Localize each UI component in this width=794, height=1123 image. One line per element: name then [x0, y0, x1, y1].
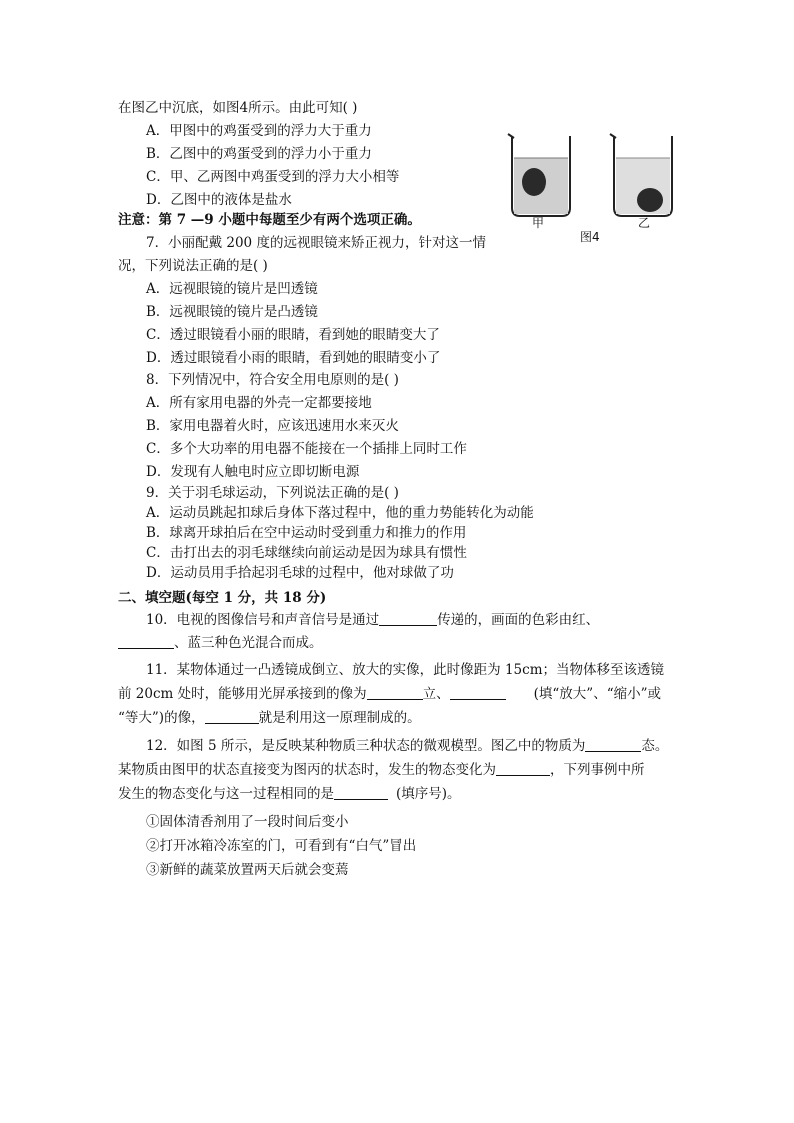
q12-line1 [146, 736, 668, 756]
q8-option-d: D．发现有人触电时应立即切断电源 [146, 464, 360, 480]
q11-text-3: (填“放大”、“缩小”或 [533, 686, 661, 702]
q7-stem-line1: 7．小丽配戴 200 度的远视眼镜来矫正视力，针对这一情 [146, 235, 486, 251]
egg-sunk [637, 188, 663, 212]
q6-option-d: D．乙图中的液体是盐水 [146, 192, 292, 208]
beaker-jia [508, 134, 570, 216]
q9-option-a: A．运动员跳起扣球后身体下落过程中，他的重力势能转化为动能 [146, 505, 534, 521]
egg-floating [522, 168, 546, 196]
q12-text-4: ，下列事例中所 [550, 762, 645, 778]
q10-text-1: 10．电视的图像信号和声音信号是通过 [146, 612, 380, 628]
q12-blank-2[interactable] [496, 761, 550, 776]
q10-text-2: 传递的，画面的色彩由红、 [437, 612, 600, 628]
q7-option-a: A．远视眼镜的镜片是凹透镜 [146, 281, 318, 297]
q10-blank-1[interactable] [379, 611, 437, 626]
q10-line2 [118, 633, 323, 653]
q11-line1: 11．某物体通过一凸透镜成倒立、放大的实像，此时像距为 15cm；当物体移至该透镜 [146, 662, 665, 678]
q11-line3 [118, 708, 421, 728]
q12-text-1: 12．如图 5 所示，是反映某种物质三种状态的微观模型。图乙中的物质为 [146, 738, 586, 754]
beaker-yi [610, 134, 672, 216]
q9-option-b: B．球离开球拍后在空中运动时受到重力和推力的作用 [146, 525, 467, 541]
q10-blank-2[interactable] [118, 634, 174, 649]
q12-line2 [118, 760, 645, 780]
q12-item-3: ③新鲜的蔬菜放置两天后就会变蔫 [146, 862, 349, 878]
q12-text-5: 发生的物态变化与这一过程相同的是 [118, 786, 334, 802]
section-2-title: 二、填空题(每空 1 分，共 18 分) [118, 590, 327, 606]
q11-text-5: 就是利用这一原理制成的。 [258, 710, 421, 726]
q12-text-2: 态。 [641, 738, 669, 754]
q11-text-2: 立、 [422, 686, 450, 702]
q12-item-2: ②打开冰箱冷冻室的门，可看到有“白气”冒出 [146, 838, 417, 854]
q7-stem-line2: 况，下列说法正确的是( ) [118, 258, 268, 274]
q12-text-3: 某物质由图甲的状态直接变为图丙的状态时，发生的物态变化为 [118, 762, 496, 778]
q11-text-1: 前 20cm 处时，能够用光屏承接到的像为 [118, 686, 367, 702]
q9-option-c: C．击打出去的羽毛球继续向前运动是因为球具有惯性 [146, 545, 467, 561]
q10-text-3: 、蓝三种色光混合而成。 [174, 635, 323, 651]
q8-stem: 8．下列情况中，符合安全用电原则的是( ) [146, 372, 399, 388]
multi-answer-note: 注意：第 7 —9 小题中每题至少有两个选项正确。 [118, 212, 421, 228]
q12-line3 [118, 784, 461, 804]
q7-option-b: B．远视眼镜的镜片是凸透镜 [146, 304, 318, 320]
figure-label-jia: 甲 [532, 216, 545, 230]
q11-blank-2[interactable] [450, 685, 506, 700]
q6-option-a: A．甲图中的鸡蛋受到的浮力大于重力 [146, 123, 372, 139]
q11-text-4: “等大”)的像， [118, 710, 205, 726]
q12-item-1: ①固体清香剂用了一段时间后变小 [146, 814, 349, 830]
q7-option-d: D．透过眼镜看小雨的眼睛，看到她的眼睛变小了 [146, 350, 441, 366]
figure-4 [500, 124, 680, 244]
q9-option-d: D．运动员用手拾起羽毛球的过程中，他对球做了功 [146, 565, 454, 581]
q12-blank-1[interactable] [585, 737, 641, 752]
q11-line2 [118, 684, 661, 704]
q6-stem: 在图乙中沉底，如图4所示。由此可知( ) [118, 100, 358, 116]
q6-option-c: C．甲、乙两图中鸡蛋受到的浮力大小相等 [146, 169, 400, 185]
figure-caption: 图4 [580, 230, 600, 244]
q7-option-c: C．透过眼镜看小丽的眼睛，看到她的眼睛变大了 [146, 327, 440, 343]
q11-blank-3[interactable] [205, 709, 259, 724]
q12-text-6: (填序号)。 [396, 786, 461, 802]
figure-label-yi: 乙 [638, 216, 651, 230]
q8-option-a: A．所有家用电器的外壳一定都要接地 [146, 395, 372, 411]
q6-option-b: B．乙图中的鸡蛋受到的浮力小于重力 [146, 146, 372, 162]
q11-blank-1[interactable] [367, 685, 423, 700]
q8-option-c: C．多个大功率的用电器不能接在一个插排上同时工作 [146, 441, 467, 457]
beakers-illustration [500, 124, 680, 244]
q10-line1 [146, 610, 599, 630]
q12-blank-3[interactable] [334, 785, 388, 800]
q9-stem: 9．关于羽毛球运动，下列说法正确的是( ) [146, 485, 399, 501]
q8-option-b: B．家用电器着火时，应该迅速用水来灭火 [146, 418, 399, 434]
